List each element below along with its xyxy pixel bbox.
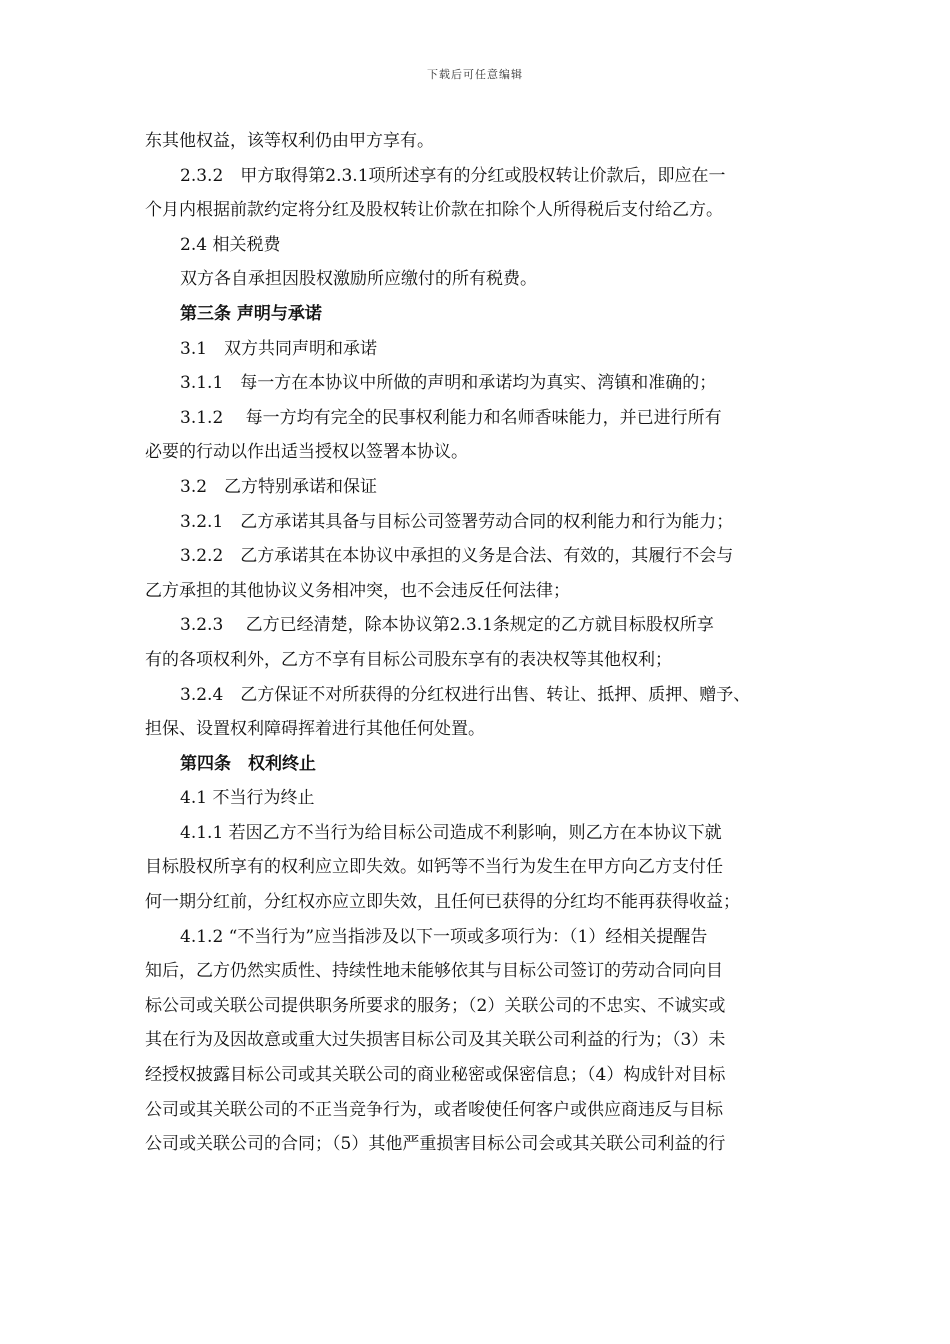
paragraph-line: 公司或关联公司的合同；（5）其他严重损害目标公司会或其关联公司利益的行 <box>145 1134 726 1155</box>
paragraph-line: 经授权披露目标公司或其关联公司的商业秘密或保密信息；（4）构成针对目标 <box>145 1065 726 1086</box>
paragraph-line: 双方各自承担因股权激励所应缴付的所有税费。 <box>180 269 537 290</box>
section-heading: 第四条 权利终止 <box>180 753 316 774</box>
paragraph-line: 2.3.2 甲方取得第2.3.1项所述享有的分红或股权转让价款后，即应在一 <box>180 165 726 186</box>
paragraph-line: 公司或其关联公司的不正当竞争行为，或者唆使任何客户或供应商违反与目标 <box>145 1099 723 1120</box>
paragraph-line: 标公司或关联公司提供职务所要求的服务；（2）关联公司的不忠实、不诚实或 <box>145 995 726 1016</box>
paragraph-line: 4.1 不当行为终止 <box>180 788 315 809</box>
paragraph-line: 2.4 相关税费 <box>180 234 281 255</box>
section-heading: 第三条 声明与承诺 <box>180 303 322 324</box>
paragraph-line: 3.1 双方共同声明和承诺 <box>180 338 378 359</box>
paragraph-line: 3.2.1 乙方承诺其具备与目标公司签署劳动合同的权利能力和行为能力； <box>180 511 734 532</box>
paragraph-line: 其在行为及因故意或重大过失损害目标公司及其关联公司利益的行为；（3）未 <box>145 1030 726 1051</box>
paragraph-line: 目标股权所享有的权利应立即失效。如钙等不当行为发生在甲方向乙方支付任 <box>145 857 723 878</box>
paragraph-line: 乙方承担的其他协议义务相冲突，也不会违反任何法律； <box>145 580 570 601</box>
paragraph-line: 3.1.1 每一方在本协议中所做的声明和承诺均为真实、湾镇和准确的； <box>180 373 717 394</box>
paragraph-line: 必要的行动以作出适当授权以签署本协议。 <box>145 442 468 463</box>
page-header: 下载后可任意编辑 <box>427 68 523 81</box>
paragraph-line: 何一期分红前，分红权亦应立即失效，且任何已获得的分红均不能再获得收益； <box>145 892 740 913</box>
paragraph-line: 3.2 乙方特别承诺和保证 <box>180 476 378 497</box>
paragraph-line: 有的各项权利外，乙方不享有目标公司股东享有的表决权等其他权利； <box>145 649 672 670</box>
paragraph-line: 4.1.1 若因乙方不当行为给目标公司造成不利影响，则乙方在本协议下就 <box>180 822 722 843</box>
paragraph-line: 担保、设置权利障碍挥着进行其他任何处置。 <box>145 719 485 740</box>
paragraph-line: 4.1.2 “不当行为”应当指涉及以下一项或多项行为：（1）经相关提醒告 <box>180 926 708 947</box>
paragraph-line: 3.2.2 乙方承诺其在本协议中承担的义务是合法、有效的，其履行不会与 <box>180 546 734 567</box>
paragraph-line: 个月内根据前款约定将分红及股权转让价款在扣除个人所得税后支付给乙方。 <box>145 200 723 221</box>
paragraph-line: 知后，乙方仍然实质性、持续性地未能够依其与目标公司签订的劳动合同向目 <box>145 961 723 982</box>
paragraph-line: 东其他权益，该等权利仍由甲方享有。 <box>145 131 434 151</box>
paragraph-line: 3.2.3 乙方已经清楚，除本协议第2.3.1条规定的乙方就目标股权所享 <box>180 615 714 636</box>
document-body <box>145 124 813 1162</box>
paragraph-line: 3.1.2 每一方均有完全的民事权利能力和名师香味能力，并已进行所有 <box>180 407 722 428</box>
paragraph-line: 3.2.4 乙方保证不对所获得的分红权进行出售、转让、抵押、质押、赠予、 <box>180 684 751 705</box>
